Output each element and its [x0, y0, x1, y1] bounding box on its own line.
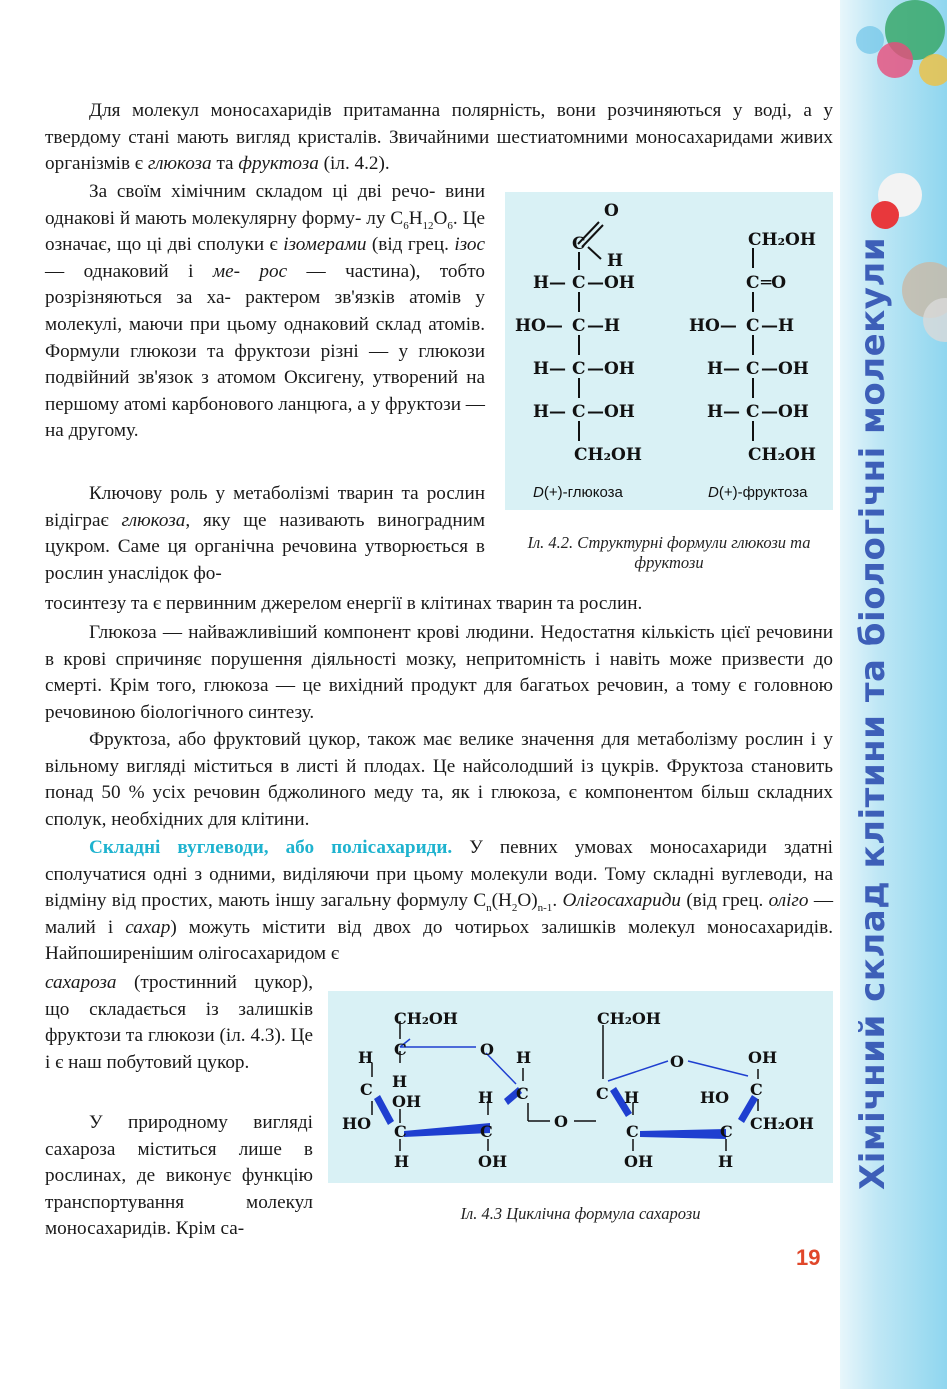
atom-h: H—	[533, 359, 567, 379]
subscript: 12	[422, 219, 434, 232]
atom-o: O	[670, 1052, 684, 1071]
text: (від грец.	[681, 890, 769, 912]
term-sakhar: сахар	[125, 916, 171, 938]
svg-text:D(+)-глюкоза	[533, 484, 624, 501]
text: . Це означає, що ці дві сполуки є	[45, 207, 486, 256]
atom-c: C	[480, 1122, 493, 1141]
paragraph-3-last-line: тосинтезу та є первинним джерелом енергії в клітинах тварин та рослин.	[45, 593, 643, 614]
atom-oh: —OH	[587, 402, 635, 422]
atom-h: H	[624, 1088, 640, 1107]
atom-c: C	[572, 273, 586, 293]
fructose-label: (+)-фруктоза	[718, 484, 808, 501]
term-glucose: глюкоза	[147, 153, 212, 175]
atom-ho: HO—	[515, 316, 563, 336]
text: (тростинний цукор), що складається із залишків фруктози та глюкози (іл. 4.3). Це і є наш побутовий цукор.	[45, 972, 313, 1073]
paragraph-1	[45, 98, 833, 178]
atom-h: H—	[533, 273, 567, 293]
atom-o: O	[480, 1040, 494, 1059]
atom-ch2oh: CH₂OH	[574, 445, 642, 465]
glucose-label: (+)-глюкоза	[543, 484, 623, 501]
atom-ch2oh: CH₂OH	[750, 1114, 814, 1133]
atom-oh: —OH	[761, 359, 809, 379]
atom-h: H	[607, 251, 624, 271]
term-fructose: фруктоза	[238, 153, 319, 175]
atom-ch2oh: CH₂OH	[597, 1009, 661, 1028]
atom-oh: OH	[748, 1048, 778, 1067]
subscript: n	[486, 902, 492, 915]
atom-h: H—	[707, 359, 741, 379]
figure-glucose-fructose	[505, 192, 833, 510]
atom-h: —H	[587, 316, 621, 336]
atom-c: C	[750, 1080, 763, 1099]
atom-c: C	[394, 1122, 407, 1141]
atom-c: C	[720, 1122, 733, 1141]
structural-formulas	[505, 192, 833, 510]
atom-oh: —OH	[587, 359, 635, 379]
subscript: 6	[403, 219, 409, 232]
atom-oh: —OH	[761, 402, 809, 422]
atom-c: C	[572, 402, 586, 422]
fructose-d: D	[708, 484, 719, 501]
atom-h: H—	[533, 402, 567, 422]
atom-c: C	[746, 316, 760, 336]
subscript: 2	[511, 902, 518, 915]
text: O	[433, 207, 448, 229]
atom-ch2oh: CH₂OH	[748, 230, 816, 250]
text: H	[408, 207, 423, 229]
text: O)	[517, 890, 538, 912]
text: (H	[491, 890, 512, 912]
atom-h: H	[516, 1048, 532, 1067]
paragraph-4: Глюкоза — найважливіший компонент крові людини. Недостатня кількість цієї речовини в крові спричиняє порушення діяльності мозку, непритомність і навіть може призвести до смерті. Крім того, глюкоза — це вихідний продукт для багатьох речовин, а тому є головною речовиною біологічного синтезу.	[45, 622, 833, 723]
atom-h: H	[394, 1152, 410, 1171]
text: — однаковий і	[45, 260, 213, 282]
text: Ключову роль у метаболізмі тварин та рослин відіграє	[45, 483, 485, 531]
atom-c: C	[626, 1122, 639, 1141]
atom-c: C	[394, 1040, 407, 1059]
figure-43-caption: Іл. 4.3 Циклічна формула сахарози	[460, 1204, 701, 1223]
term-meros: ме-	[212, 260, 240, 282]
atom-oh: OH	[478, 1152, 508, 1171]
subscript: n-1	[537, 902, 553, 915]
atom-c: C	[572, 359, 586, 379]
atom-h: H	[478, 1088, 494, 1107]
atom-h: H	[718, 1152, 734, 1171]
paragraph-8: У природному вигляді сахароза міститься лише в рослинах, де виконує функцію транспортування молекул моносахаридів. Крім са-	[45, 1112, 313, 1240]
term-isomers: ізомерами	[283, 234, 367, 256]
atom-c: C	[572, 234, 586, 254]
atom-c: C	[516, 1084, 529, 1103]
atom-c: C	[360, 1080, 373, 1099]
figure-sucrose	[328, 991, 833, 1183]
atom-o: ═O	[761, 273, 787, 293]
term-oligo: оліго	[768, 890, 809, 912]
text: та	[211, 153, 239, 175]
text: — частина), тобто розрізняються за ха-	[45, 260, 485, 309]
paragraph-2: За своїм хімічним складом ці дві рeчо- вини однакові й мають молекулярну форму- лу $C_6H_{12}O_6$. Це означає, що ці дві сполуки є ізомерами (від грец. ізос — однаковий і ме- рос — частина), тобто розрізняються за ха- рактером зв'язків атомів у молекулі, маючи при цьому однаковий склад атомів. Формули глюкози та фруктози різні — у глюкози подвійний зв'язок з атомом Оксигену, утворений на першому атомі карбонового ланцюга, а у фруктози — на другому.	[45, 181, 486, 442]
paragraph-6	[45, 835, 833, 968]
atom-ch2oh: CH₂OH	[748, 445, 816, 465]
sucrose-formula	[328, 991, 833, 1183]
text: лу C	[366, 207, 404, 229]
atom-ch2oh: CH₂OH	[394, 1009, 458, 1028]
term-isos: ізос	[454, 234, 485, 256]
atom-c: C	[746, 359, 760, 379]
paragraph-3	[45, 481, 485, 587]
page-number: 19	[796, 1245, 821, 1270]
atom-ho: HO	[700, 1088, 730, 1107]
atom-h: H	[392, 1072, 408, 1091]
atom-oh: —OH	[587, 273, 635, 293]
atom-ho: HO—	[689, 316, 737, 336]
atom-o: O	[604, 201, 619, 221]
text: ) можуть містити від двох до чотирьох залишків молекул моносахаридів. Найпоширенішим олігосахаридом є	[45, 916, 833, 965]
atom-c: C	[572, 316, 586, 336]
atom-ho: HO	[342, 1114, 372, 1133]
term-ros: рос	[259, 260, 288, 282]
text: вини однакові й мають молекулярну форму-	[45, 181, 485, 229]
text: , яку ще називають виноградним цукром. Саме ця органічна речовина утворюється в рослин унаслідок фо-	[45, 509, 485, 584]
text: — малий і	[45, 890, 834, 938]
term-oligosaccharides: Олігосахариди	[562, 890, 682, 912]
atom-c: C	[596, 1084, 609, 1103]
sidebar-title: Хімічний склад клітини та біологічні молекули	[853, 236, 893, 1190]
atom-oh: OH	[392, 1092, 422, 1111]
atom-oh: OH	[624, 1152, 654, 1171]
figure-42-caption: Іл. 4.2. Структурні формули глюкози та фруктози	[527, 533, 811, 572]
text: (іл. 4.2).	[318, 153, 390, 175]
svg-text:D(+)-фруктоза	[708, 484, 808, 501]
subscript: 6	[447, 219, 453, 232]
text: рактером зв'язків атомів у молекулі, маючи при цьому однаковий склад атомів. Формули глюкози та фруктози різні — у глюкози подвійний зв'язок з атомом Оксигену, утворений на першому атомі карбонового ланцюга, а у фруктози — на другому.	[45, 287, 485, 442]
atom-c: C	[746, 402, 760, 422]
atom-h: —H	[761, 316, 795, 336]
atom-h: H	[358, 1048, 374, 1067]
text: (від грец.	[366, 234, 455, 256]
paragraph-7	[45, 970, 313, 1076]
term-glucose: глюкоза	[121, 509, 186, 531]
atom-c: C	[746, 273, 760, 293]
text: У певних умовах моносахариди здатні сполучатися одні з одними, виділяючи при цьому молекули води. Тому складні вуглеводи, на відміну від простих, мають іншу загальну формулу C	[45, 837, 833, 912]
text: Для молекул моносахаридів притаманна полярність, вони розчиняються у воді, а у твердому стані мають вигляд кристалів. Звичайними шестиатомними моносахаридами живих організмів є	[45, 100, 833, 175]
atom-o: O	[554, 1112, 568, 1131]
term-sucrose: сахароза	[45, 972, 117, 993]
paragraph-5: Фруктоза, або фруктовий цукор, також має велике значення для метаболізму рослин і у вільному вигляді міститься в листі й плодах. Це найсолодший із цукрів. Фруктоза становить понад 50 % усіх речовин бджолиного меду та, як і глюкоза, є компонентом більш складних сполук, необхідних для клітини.	[45, 729, 833, 830]
section-heading: Складні вуглеводи, або полісахариди.	[89, 837, 453, 858]
glucose-d: D	[533, 484, 544, 501]
text: .	[552, 890, 563, 912]
atom-h: H—	[707, 402, 741, 422]
